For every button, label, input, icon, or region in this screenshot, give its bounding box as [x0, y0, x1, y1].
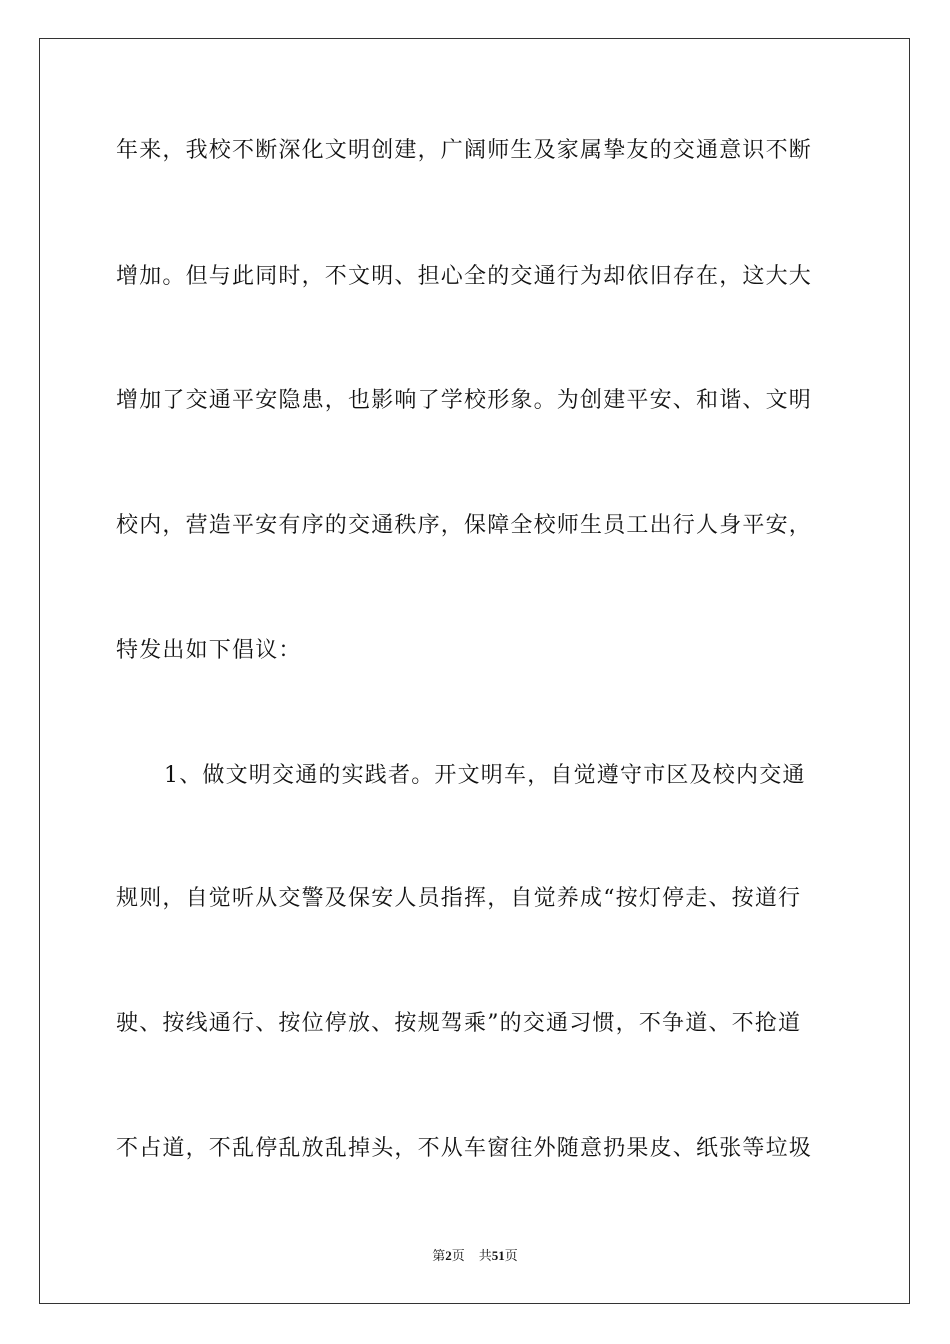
body-text-line-2: 增加。但与此同时，不文明、担心全的交通行为却依旧存在，这大大	[116, 264, 813, 289]
page-number: 2	[445, 1248, 452, 1263]
body-text-line-3: 增加了交通平安隐患，也影响了学校形象。为创建平安、和谐、文明	[116, 388, 813, 413]
total-pages: 51	[491, 1248, 505, 1263]
page-suffix: 页	[451, 1249, 465, 1264]
body-text-line-5: 特发出如下倡议：	[116, 638, 302, 663]
body-text-line-6: 1、做文明交通的实践者。开文明车，自觉遵守市区及校内交通	[164, 763, 806, 788]
body-text-line-1: 年来，我校不断深化文明创建，广阔师生及家属挚友的交通意识不断	[116, 138, 813, 163]
total-suffix: 页	[504, 1249, 518, 1264]
body-text-line-7: 规则，自觉听从交警及保安人员指挥，自觉养成“按灯停走、按道行	[116, 886, 802, 911]
page-prefix: 第	[432, 1249, 446, 1264]
page-border	[39, 38, 910, 1304]
body-text-line-8: 驶、按线通行、按位停放、按规驾乘”的交通习惯，不争道、不抢道	[116, 1011, 802, 1036]
body-text-line-4: 校内，营造平安有序的交通秩序，保障全校师生员工出行人身平安，	[116, 513, 813, 538]
page-footer	[0, 1247, 950, 1266]
body-text-line-9: 不占道，不乱停乱放乱掉头，不从车窗往外随意扔果皮、纸张等垃圾	[116, 1136, 813, 1161]
total-prefix: 共	[478, 1249, 492, 1264]
